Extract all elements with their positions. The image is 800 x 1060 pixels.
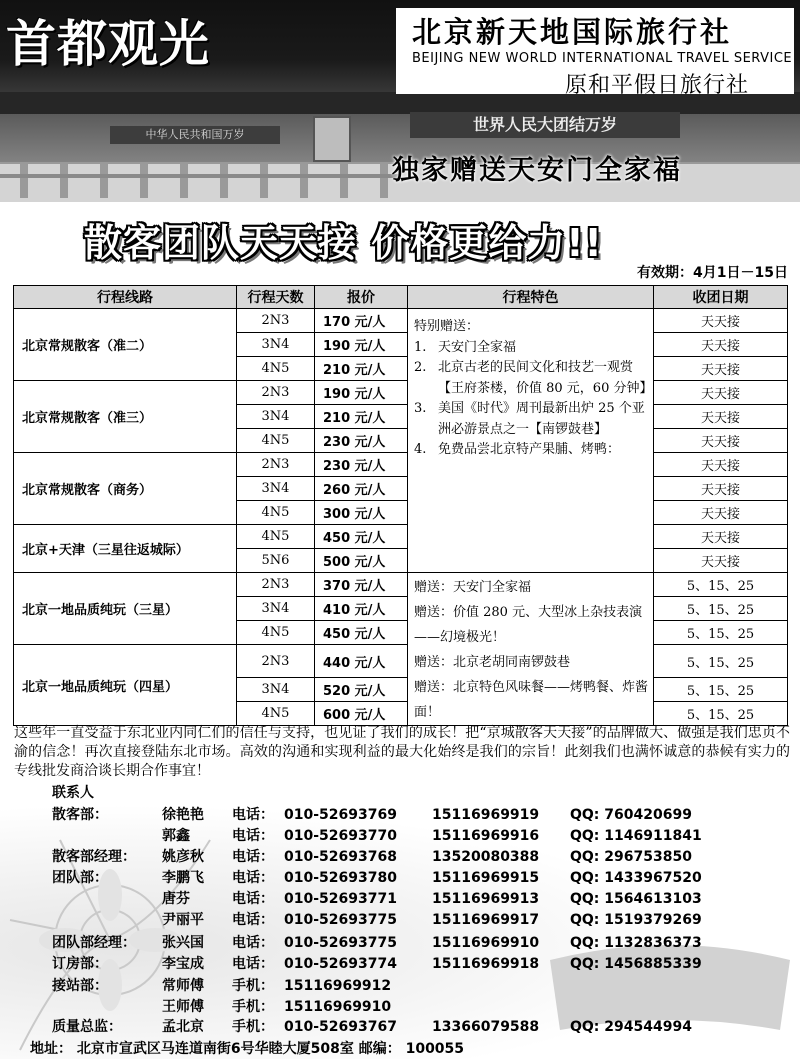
feature-text: 美国《时代》周刊最新出炉 25 个亚 洲必游景点之一【南锣鼓巷】 <box>438 401 645 437</box>
contact-label: 电话： <box>232 956 274 972</box>
feature-num: 2. <box>414 360 427 375</box>
contact-name: 王师傅 <box>162 999 204 1015</box>
contact-mobile: 15116969913 <box>432 891 540 907</box>
contact-label: 手机： <box>232 999 274 1015</box>
contact-tel: 15116969910 <box>284 999 392 1015</box>
contact-mobile: 15116969915 <box>432 870 540 886</box>
table-row <box>14 573 788 597</box>
date-cell: 5、15、25 <box>654 678 788 702</box>
price-cell: 210 元/人 <box>315 405 408 429</box>
price-cell: 450 元/人 <box>315 621 408 645</box>
route-cell: 北京一地品质纯玩（三星） <box>14 573 237 645</box>
price-cell: 260 元/人 <box>315 477 408 501</box>
feature-item <box>414 440 649 461</box>
date-cell: 5、15、25 <box>654 597 788 621</box>
header-route: 行程线路 <box>14 286 237 309</box>
feature-text: 北京古老的民间文化和技艺一观赏【王府茶楼，价值 80 元，60 分钟】 <box>438 360 653 396</box>
date-cell: 天天接 <box>654 477 788 501</box>
contact-mobile: 15116969910 <box>432 935 540 951</box>
table-row <box>14 453 788 477</box>
feature-item <box>414 338 649 359</box>
contact-label: 电话： <box>232 849 274 865</box>
banner-right: 世界人民大团结万岁 <box>410 112 680 138</box>
contact-qq: QQ: 296753850 <box>570 849 692 865</box>
date-cell: 天天接 <box>654 429 788 453</box>
contact-mobile: 13520080388 <box>432 849 540 865</box>
contact-dept: 团队部经理： <box>52 935 136 951</box>
feature-text: 天安门全家福 <box>438 339 517 355</box>
intro-paragraph: 这些年一直受益于东北业内同仁们的信任与支持，也见证了我们的成长！把“京城散客天天接”的品牌做大、做强是我们忠贞不渝的信念！再次直接登陆东北市场。高效的沟通和实现利益的最大化始终是我们的宗旨！此刻我们也满怀诚意的恭候有实力的专线批发商洽谈长期合作事宜！ <box>14 725 790 779</box>
feature-text: 免费品尝北京特产果脯、烤鸭： <box>438 442 621 457</box>
date-cell: 天天接 <box>654 381 788 405</box>
feature-num: 4. <box>414 442 427 457</box>
main-slogan: 散客团队天天接 价格更给力!! <box>84 221 603 265</box>
days-cell: 2N3 <box>237 453 315 477</box>
contact-name: 李宝成 <box>162 956 204 972</box>
days-cell: 2N3 <box>237 381 315 405</box>
days-cell: 5N6 <box>237 549 315 573</box>
contact-mobile: 15116969916 <box>432 828 540 844</box>
contact-tel: 010-52693771 <box>284 891 397 907</box>
table-header-row <box>14 286 788 309</box>
contact-mobile: 15116969917 <box>432 912 540 928</box>
days-cell: 3N4 <box>237 477 315 501</box>
contact-label: 手机： <box>232 1019 274 1035</box>
contact-qq: QQ: 1132836373 <box>570 935 702 951</box>
contact-name: 郭鑫 <box>162 828 190 844</box>
header-days: 行程天数 <box>237 286 315 309</box>
contact-dept: 团队部： <box>52 870 108 886</box>
contact-label: 电话： <box>232 935 274 951</box>
contact-dept: 散客部经理： <box>52 849 136 865</box>
route-cell: 北京常规散客（准三） <box>14 381 237 453</box>
date-cell: 天天接 <box>654 405 788 429</box>
gift-line: 赠送：北京特色风味餐——烤鸭餐、炸酱面！ <box>414 680 649 720</box>
days-cell: 2N3 <box>237 645 315 678</box>
contact-label: 电话： <box>232 912 274 928</box>
contact-name: 徐艳艳 <box>162 807 204 823</box>
contact-qq: QQ: 1564613103 <box>570 891 702 907</box>
feature-item <box>414 399 649 440</box>
route-cell: 北京常规散客（准二） <box>14 309 237 381</box>
contacts-section <box>0 780 800 1059</box>
days-cell: 4N5 <box>237 525 315 549</box>
days-cell: 4N5 <box>237 702 315 726</box>
price-cell: 410 元/人 <box>315 597 408 621</box>
brand-title: 首都观光 <box>6 14 210 73</box>
validity-period: 有效期：4月1日－15日 <box>637 265 788 281</box>
date-cell: 5、15、25 <box>654 702 788 726</box>
price-cell: 370 元/人 <box>315 573 408 597</box>
agency-name: 北京新天地国际旅行社 <box>412 15 733 49</box>
features-cell-regular <box>408 309 654 573</box>
days-cell: 3N4 <box>237 333 315 357</box>
header-features: 行程特色 <box>408 286 654 309</box>
contact-tel: 010-52693775 <box>284 912 397 928</box>
contact-tel: 15116969912 <box>284 978 392 994</box>
contact-dept: 散客部： <box>52 807 108 823</box>
contact-qq: QQ: 1433967520 <box>570 870 702 886</box>
price-cell: 440 元/人 <box>315 645 408 678</box>
contact-name: 姚彦秋 <box>162 849 204 865</box>
banner-left: 中华人民共和国万岁 <box>110 126 280 144</box>
date-cell: 天天接 <box>654 549 788 573</box>
agency-former-name: 原和平假日旅行社 <box>565 73 750 98</box>
table-row <box>14 309 788 333</box>
date-cell: 5、15、25 <box>654 573 788 597</box>
agency-english-name: BEIJING NEW WORLD INTERNATIONAL TRAVEL SERVICE <box>412 51 793 66</box>
date-cell: 天天接 <box>654 501 788 525</box>
days-cell: 4N5 <box>237 621 315 645</box>
date-cell: 天天接 <box>654 309 788 333</box>
contact-qq: QQ: 294544994 <box>570 1019 692 1035</box>
portrait-image <box>313 116 351 162</box>
gift-slogan: 独家赠送天安门全家福 <box>392 155 682 186</box>
feature-num: 3. <box>414 401 427 416</box>
contact-tel: 010-52693775 <box>284 935 397 951</box>
price-cell: 190 元/人 <box>315 333 408 357</box>
contact-mobile: 15116969919 <box>432 807 540 823</box>
contact-qq: QQ: 1456885339 <box>570 956 702 972</box>
contact-tel: 010-52693768 <box>284 849 397 865</box>
days-cell: 3N4 <box>237 405 315 429</box>
feature-num: 1. <box>414 339 427 355</box>
contact-name: 尹丽平 <box>162 912 204 928</box>
days-cell: 4N5 <box>237 429 315 453</box>
contact-tel: 010-52693769 <box>284 807 397 823</box>
contact-label: 电话： <box>232 807 274 823</box>
contact-tel: 010-52693770 <box>284 828 397 844</box>
header-banner <box>0 0 800 202</box>
route-cell: 北京常规散客（商务） <box>14 453 237 525</box>
days-cell: 4N5 <box>237 357 315 381</box>
date-cell: 天天接 <box>654 357 788 381</box>
features-heading: 特别赠送： <box>414 319 480 334</box>
route-cell: 北京一地品质纯玩（四星） <box>14 645 237 726</box>
price-cell: 520 元/人 <box>315 678 408 702</box>
gift-line: 赠送：价值 280 元、大型冰上杂技表演——幻境极光！ <box>414 605 643 645</box>
days-cell: 3N4 <box>237 597 315 621</box>
address-line: 地址： 北京市宣武区马连道南街6号华睦大厦508室 邮编： 100055 <box>30 1041 465 1057</box>
contact-qq: QQ: 1519379269 <box>570 912 702 928</box>
features-cell-premium <box>408 573 654 726</box>
days-cell: 2N3 <box>237 309 315 333</box>
gift-line: 赠送：北京老胡同南锣鼓巷 <box>414 655 571 670</box>
price-table <box>13 285 788 726</box>
table-row <box>14 525 788 549</box>
contact-label: 手机： <box>232 978 274 994</box>
contact-name: 张兴国 <box>162 935 204 951</box>
header-price: 报价 <box>315 286 408 309</box>
contact-qq: QQ: 760420699 <box>570 807 692 823</box>
table-row <box>14 381 788 405</box>
price-cell: 450 元/人 <box>315 525 408 549</box>
contact-tel: 010-52693780 <box>284 870 397 886</box>
date-cell: 天天接 <box>654 453 788 477</box>
contact-qq: QQ: 1146911841 <box>570 828 702 844</box>
contact-mobile: 15116969918 <box>432 956 540 972</box>
header-dates: 收团日期 <box>654 286 788 309</box>
contacts-title: 联系人 <box>52 785 94 801</box>
date-cell: 5、15、25 <box>654 645 788 678</box>
price-cell: 170 元/人 <box>315 309 408 333</box>
price-cell: 500 元/人 <box>315 549 408 573</box>
route-cell: 北京+天津（三星往返城际） <box>14 525 237 573</box>
contact-name: 孟北京 <box>162 1019 204 1035</box>
contact-label: 电话： <box>232 891 274 907</box>
price-cell: 230 元/人 <box>315 453 408 477</box>
days-cell: 4N5 <box>237 501 315 525</box>
feature-item <box>414 358 653 399</box>
contact-dept: 订房部： <box>52 956 108 972</box>
contact-name: 唐芬 <box>162 891 190 907</box>
contact-tel: 010-52693774 <box>284 956 397 972</box>
price-cell: 300 元/人 <box>315 501 408 525</box>
days-cell: 2N3 <box>237 573 315 597</box>
days-cell: 3N4 <box>237 678 315 702</box>
price-cell: 190 元/人 <box>315 381 408 405</box>
contact-dept: 质量总监： <box>52 1019 122 1035</box>
contact-name: 李鹏飞 <box>162 870 204 886</box>
contact-label: 电话： <box>232 828 274 844</box>
contact-label: 电话： <box>232 870 274 886</box>
date-cell: 天天接 <box>654 525 788 549</box>
price-cell: 210 元/人 <box>315 357 408 381</box>
table-row <box>14 645 788 678</box>
date-cell: 5、15、25 <box>654 621 788 645</box>
contact-name: 常师傅 <box>162 978 204 994</box>
price-cell: 230 元/人 <box>315 429 408 453</box>
gift-line: 赠送：天安门全家福 <box>414 580 532 595</box>
contact-mobile: 13366079588 <box>432 1019 540 1035</box>
contact-dept: 接站部： <box>52 978 108 994</box>
price-cell: 600 元/人 <box>315 702 408 726</box>
date-cell: 天天接 <box>654 333 788 357</box>
contact-tel: 010-52693767 <box>284 1019 397 1035</box>
